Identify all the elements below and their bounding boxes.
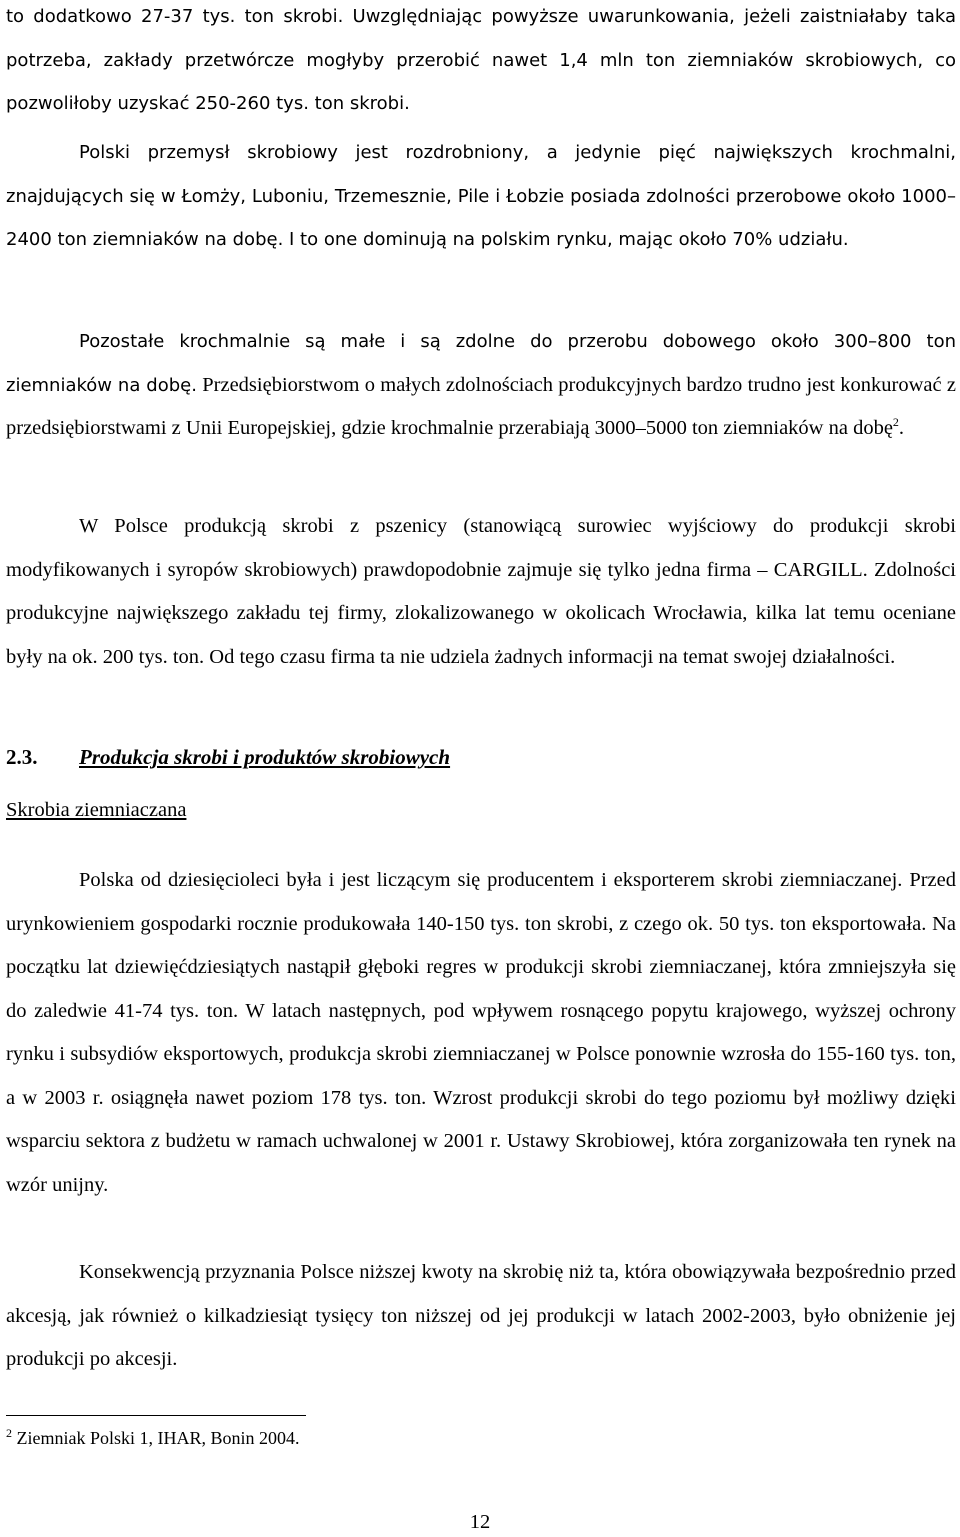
paragraph-text: Polski przemysł skrobiowy jest rozdrobniony, a jedynie pięć największych krochmalni, znajdujących się w Łomży, Luboniu, Trzemesznie, Pile i Łobzie posiada zdolności przerobowe około 1000–2400 ton ziemniaków na dobę. I to one dominują na polskim rynku, mając około 70% udziału. [6,142,956,250]
section-title: Produkcja skrobi i produktów skrobiowych [79,745,451,769]
paragraph-starch-industry [6,131,956,262]
paragraph-text-sans: Pozostałe krochmalnie są małe i są zdolne do przerobu dobowego około 300–800 ton ziemniaków na dobę. [6,331,956,396]
paragraph-small-factories [6,320,956,451]
paragraph-text: W Polsce produkcją skrobi z pszenicy (stanowiącą surowiec wyjściowy do produkcji skrobi modyfikowanych i syropów skrobiowych) prawdopodobnie zajmuje się tylko jedna firma – CARGILL. Zdolności produkcyjne największego zakładu tej firmy, zlokalizowanego w okolicach Wrocławia, kilka lat temu oceniane były na ok. 200 tys. ton. Od tego czasu firma ta nie udziela żadnych informacji na temat swojej działalności. [6,515,956,668]
paragraph-quota-consequence [6,1251,956,1382]
footnote-divider [6,1415,306,1416]
section-heading [6,745,450,770]
footnote [6,1428,300,1449]
paragraph-wheat-starch [6,505,956,679]
footnote-reference[interactable]: 2 [892,415,899,430]
footnote-number: 2 [6,1426,12,1440]
paragraph-text: to dodatkowo 27-37 tys. ton skrobi. Uwzględniając powyższe uwarunkowania, jeżeli zaistniałaby taka potrzeba, zakłady przetwórcze mogłyby przerobić nawet 1,4 mln ton ziemniaków skrobiowych, co pozwoliłoby uzyskać 250-260 tys. ton skrobi. [6,6,956,114]
page-number: 12 [469,1511,491,1533]
footnote-text: Ziemniak Polski 1, IHAR, Bonin 2004. [12,1428,300,1448]
section-number: 2.3. [6,745,38,769]
subsection-heading: Skrobia ziemniaczana [6,799,187,821]
paragraph-text: Konsekwencją przyznania Polsce niższej kwoty na skrobię niż ta, która obowiązywała bezpośrednio przed akcesją, jak również o kilkadziesiąt tysięcy ton niższej od jej produkcji w latach 2002-2003, było obniżenie jej produkcji po akcesji. [6,1261,956,1370]
paragraph-text-serif: Przedsiębiorstwom o małych zdolnościach produkcyjnych bardzo trudno jest konkurować z przedsiębiorstwami z Unii Europejskiej, gdzie krochmalnie przerabiają 3000–5000 ton ziemniaków na dobę [6,373,956,439]
paragraph-potato-processing-capacity [6,0,956,126]
paragraph-text: Polska od dziesięcioleci była i jest liczącym się producentem i eksporterem skrobi ziemniaczanej. Przed urynkowieniem gospodarki rocznie produkowała 140-150 tys. ton skrobi, z czego ok. 50 tys. ton eksportowała. Na początku lat dziewięćdziesiątych nastąpił głęboki regres w produkcji skrobi ziemniaczanej, która zmniejszyła się do zaledwie 41-74 tys. ton. W latach następnych, pod wpływem rosnącego popytu krajowego, wyższej ochrony rynku i subsydiów eksportowych, produkcja skrobi ziemniaczanej w Polsce ponownie wzrosła do 155-160 tys. ton, a w 2003 r. osiągnęła nawet poziom 178 tys. ton. Wzrost produkcji skrobi do tego poziomu był możliwy dzięki wsparciu sektora z budżetu w ramach uchwalonej w 2001 r. Ustawy Skrobiowej, która zorganizowała ten rynek na wzór unijny. [6,869,956,1196]
paragraph-end: . [898,417,905,439]
paragraph-potato-starch-history [6,859,956,1207]
